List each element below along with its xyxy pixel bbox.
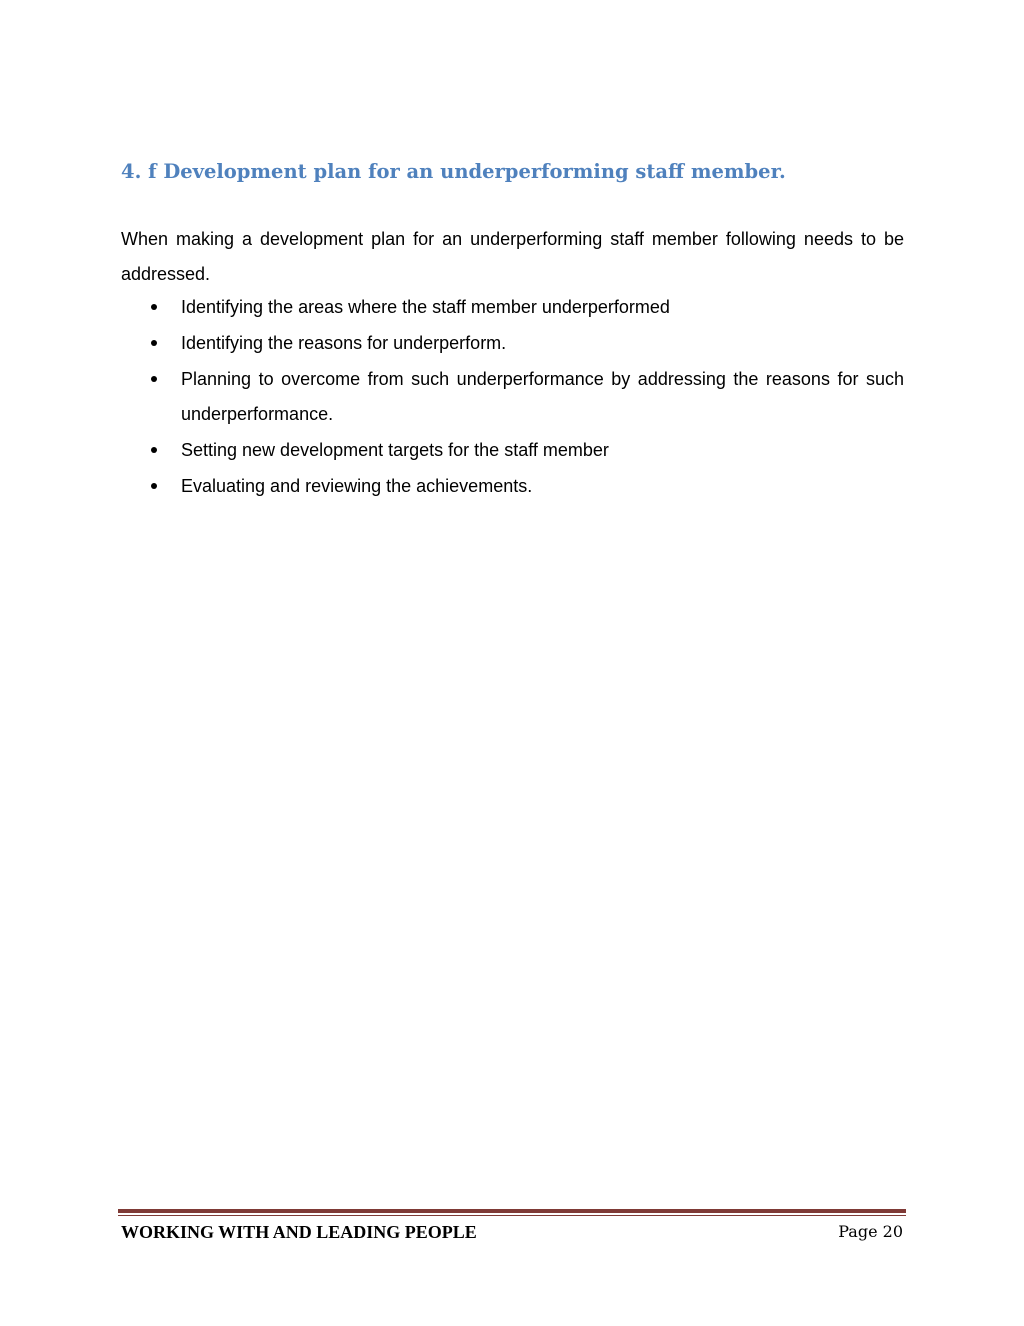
bullet-icon [151, 376, 157, 382]
list-item-text: Identifying the areas where the staff member underperformed [181, 297, 670, 317]
list-item-text: Planning to overcome from such underperformance by addressing the reasons for such underperformance. [181, 369, 904, 424]
list-item [121, 469, 904, 504]
list-item [121, 326, 904, 361]
section-heading: 4. f Development plan for an underperforming staff member. [121, 160, 786, 183]
bullet-icon [151, 340, 157, 346]
list-item-text: Evaluating and reviewing the achievements. [181, 476, 533, 496]
list-item [121, 290, 904, 325]
page-number: Page 20 [838, 1222, 903, 1241]
footer-divider-thick [118, 1209, 906, 1213]
bullet-icon [151, 483, 157, 489]
list-item-text: Identifying the reasons for underperform. [181, 333, 507, 353]
list-item [121, 362, 904, 432]
footer-title: WORKING WITH AND LEADING PEOPLE [121, 1222, 477, 1242]
list-item [121, 433, 904, 468]
bullet-icon [151, 304, 157, 310]
footer-divider-thin [118, 1215, 906, 1216]
footer-divider [118, 1209, 906, 1219]
list-item-text: Setting new development targets for the staff member [181, 440, 609, 460]
bullet-list [121, 290, 904, 505]
intro-paragraph: When making a development plan for an underperforming staff member following needs to be addressed. [121, 229, 904, 284]
bullet-icon [151, 447, 157, 453]
